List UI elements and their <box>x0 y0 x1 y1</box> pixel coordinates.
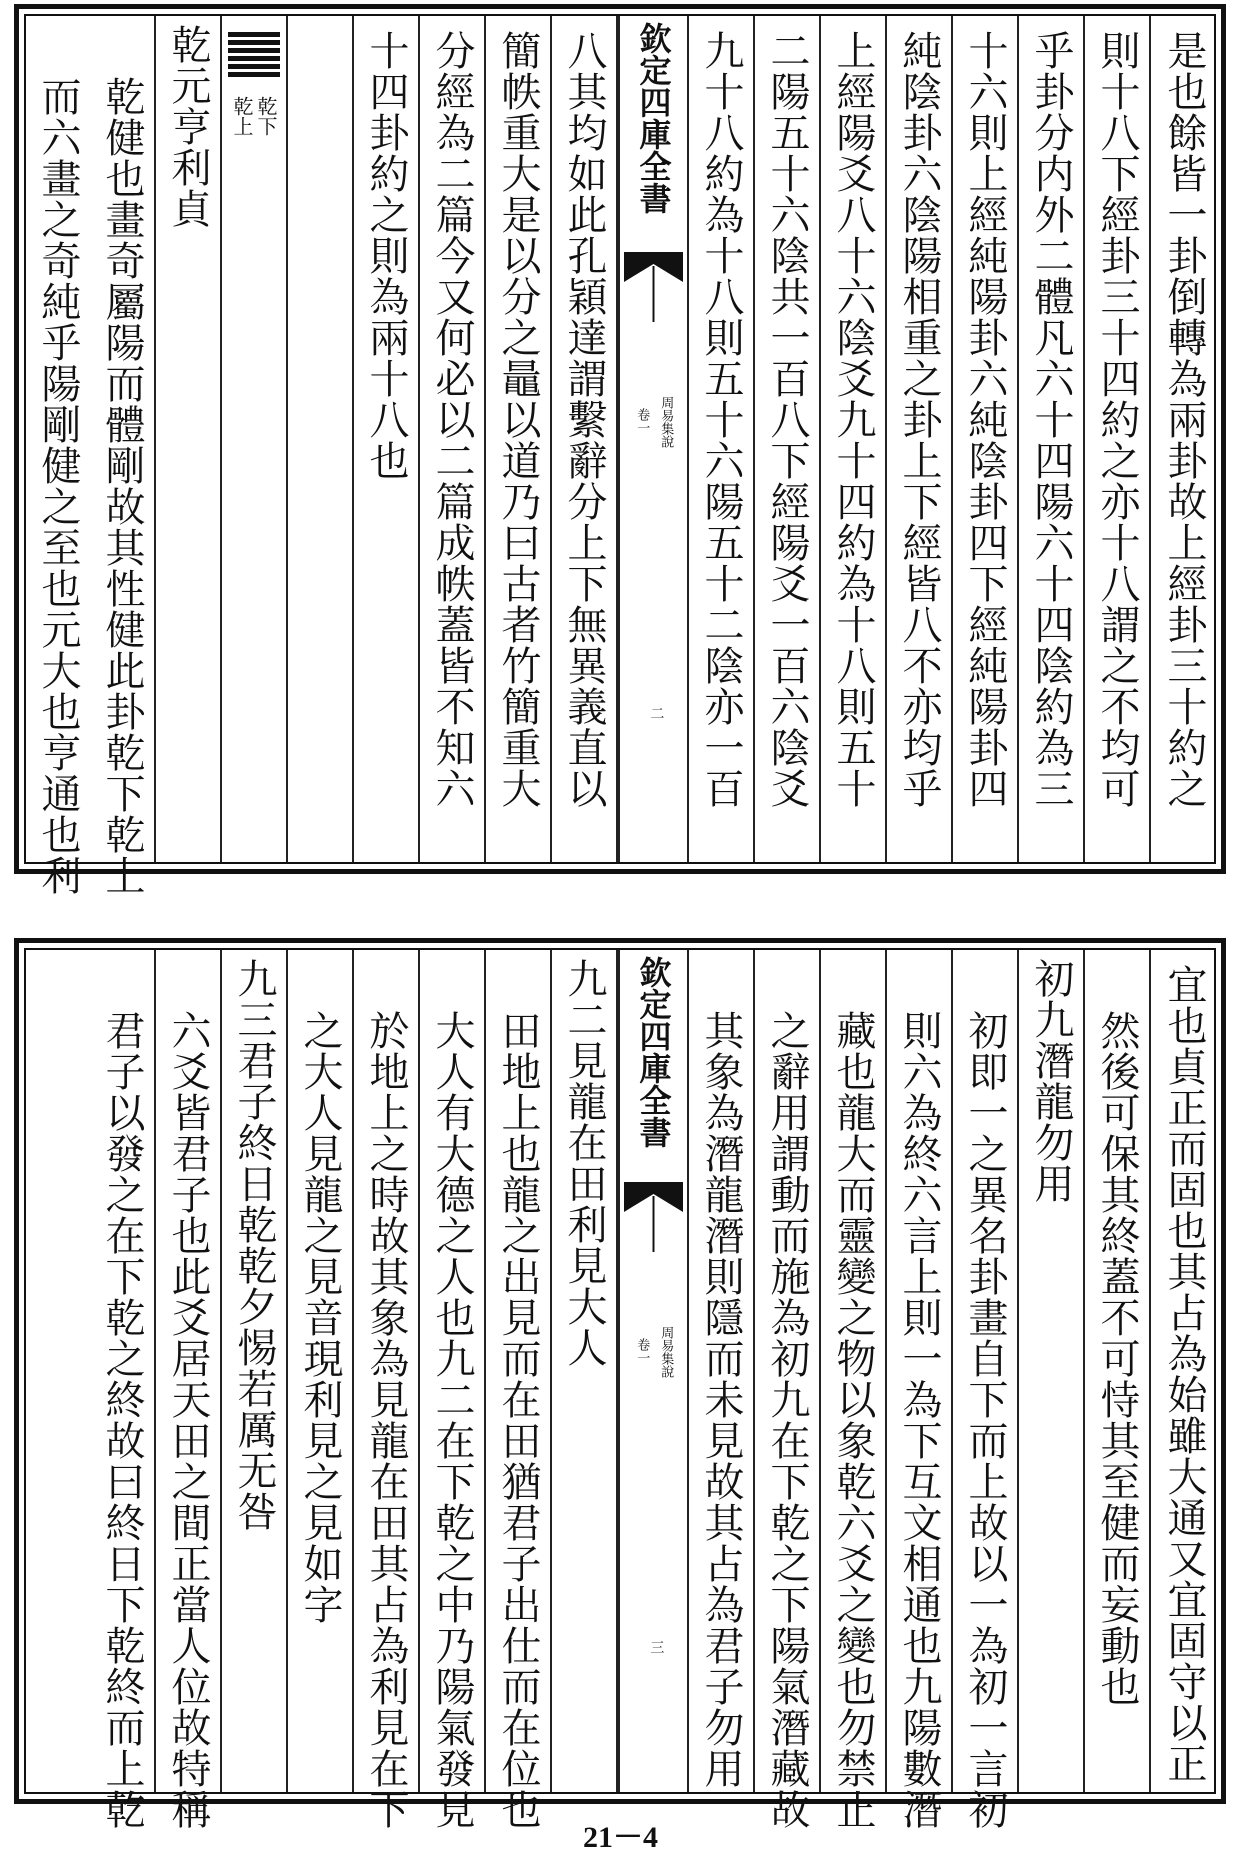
column-text: 八其均如此孔穎達謂繫辭分上下無異義直以 <box>561 30 607 809</box>
text-column <box>354 16 420 862</box>
text-column <box>1085 16 1151 862</box>
text-column <box>1151 950 1217 1792</box>
gua-text-column <box>156 16 222 862</box>
text-column <box>354 950 420 1830</box>
text-column <box>90 950 156 1830</box>
text-column <box>1085 950 1151 1792</box>
text-column <box>26 950 90 1792</box>
text-column <box>552 16 618 862</box>
column-text: 純陰卦六陰陽相重之卦上下經皆八不亦均乎 <box>896 30 942 809</box>
text-column <box>156 950 222 1830</box>
column-text: 而六畫之奇純乎陽剛健之至也元大也亨通也利 <box>35 76 81 896</box>
line-statement-column <box>1019 950 1085 1792</box>
column-text: 上經陽爻八十六陰爻九十四約為十八則五十 <box>830 30 876 809</box>
gua-statement: 乾元亨利貞 <box>165 24 211 229</box>
collection-title: 欽定四庫全書 <box>634 956 673 1148</box>
column-text: 六爻皆君子也此爻居天田之間正當人位故特稱 <box>165 1010 211 1830</box>
column-text: 君子以發之在下乾之終故曰終日下乾終而上乾 <box>99 1010 145 1830</box>
bottom-page-frame <box>24 948 1216 1830</box>
column-text: 分經為二篇今又何必以二篇成帙蓋皆不知六 <box>429 30 475 809</box>
column-text: 是也餘皆一卦倒轉為兩卦故上經卦三十約之 <box>1161 30 1207 809</box>
page-footer-number: 21－4 <box>583 1821 658 1854</box>
line-statement: 九二見龍在田利見大人 <box>561 958 607 1368</box>
text-column <box>887 950 953 1830</box>
text-column <box>953 950 1019 1830</box>
text-column <box>90 16 156 896</box>
column-text: 則六為終六言上則一為下互文相通也九陽數潛 <box>896 1010 942 1830</box>
column-text: 於地上之時故其象為見龍在田其占為利見在下 <box>363 1010 409 1830</box>
text-column <box>420 950 486 1830</box>
hexagram-column <box>222 16 288 862</box>
book-name-label: 周易集說 <box>658 396 674 448</box>
text-column <box>486 950 552 1830</box>
column-text: 其象為潛龍潛則隱而未見故其占為君子勿用 <box>698 1010 744 1789</box>
collection-title: 欽定四庫全書 <box>634 22 673 214</box>
text-column <box>755 950 821 1830</box>
column-text: 初即一之異名卦畫自下而上故以一為初一言初 <box>962 1010 1008 1830</box>
volume-label: 卷一 <box>634 1338 650 1364</box>
fish-tail-mark <box>624 252 683 322</box>
center-band <box>618 950 689 1792</box>
text-column <box>953 16 1019 862</box>
hexagram-label-upper: 乾上 <box>230 96 254 136</box>
book-name-label: 周易集說 <box>658 1326 674 1378</box>
column-text: 之辭用謂動而施為初九在下乾之下陽氣潛藏故 <box>764 1010 810 1830</box>
text-column <box>755 16 821 862</box>
text-column <box>821 950 887 1830</box>
column-text: 九十八約為十八則五十六陽五十二陰亦一百 <box>698 30 744 809</box>
volume-label: 卷一 <box>634 408 650 434</box>
column-text: 之大人見龍之見音現利見之見如字 <box>297 1010 343 1625</box>
column-text: 簡帙重大是以分之鼂以道乃曰古者竹簡重大 <box>495 30 541 809</box>
text-column <box>821 16 887 862</box>
text-column <box>26 16 90 896</box>
column-text: 十六則上經純陽卦六純陰卦四下經純陽卦四 <box>962 30 1008 809</box>
folio-number: 二 <box>648 706 665 720</box>
column-text: 田地上也龍之出見而在田猶君子出仕而在位也 <box>495 1010 541 1830</box>
hexagram-label-lower: 乾下 <box>254 96 278 136</box>
bottom-page-panel <box>14 938 1226 1830</box>
text-column <box>486 16 552 862</box>
column-text: 十四卦約之則為兩十八也 <box>363 30 409 481</box>
text-column <box>887 16 953 862</box>
line-statement-column <box>222 950 288 1792</box>
text-column <box>1019 16 1085 862</box>
text-column <box>1151 16 1217 862</box>
folio-number: 三 <box>648 1640 665 1654</box>
column-text: 宜也貞正而固也其占為始雖大通又宜固守以正 <box>1161 964 1207 1784</box>
line-statement-column <box>552 950 618 1792</box>
column-text: 大人有大德之人也九二在下乾之中乃陽氣發見 <box>429 1010 475 1830</box>
column-text: 二陽五十六陰共一百八下經陽爻一百六陰爻 <box>764 30 810 809</box>
text-column <box>689 950 755 1792</box>
line-statement: 九三君子終日乾乾夕惕若厲无咎 <box>231 958 277 1532</box>
text-column <box>288 950 354 1792</box>
text-column <box>288 16 354 862</box>
fish-tail-mark <box>624 1182 683 1252</box>
line-statement: 初九潛龍勿用 <box>1028 958 1074 1204</box>
top-page-frame <box>24 14 1216 896</box>
text-column <box>689 16 755 862</box>
qian-hexagram-icon <box>228 32 280 80</box>
top-page-panel <box>14 4 1226 896</box>
column-text: 藏也龍大而靈變之物以象乾六爻之變也勿禁止 <box>830 1010 876 1830</box>
column-text: 然後可保其終蓋不可恃其至健而妄動也 <box>1094 1010 1140 1707</box>
center-band <box>618 16 689 862</box>
column-text: 乾健也畫奇屬陽而體剛故其性健此卦乾下乾上 <box>99 76 145 896</box>
text-column <box>420 16 486 862</box>
column-text: 乎卦分内外二體凡六十四陽六十四陰約為三 <box>1028 30 1074 809</box>
column-text: 則十八下經卦三十四約之亦十八謂之不均可 <box>1094 30 1140 809</box>
